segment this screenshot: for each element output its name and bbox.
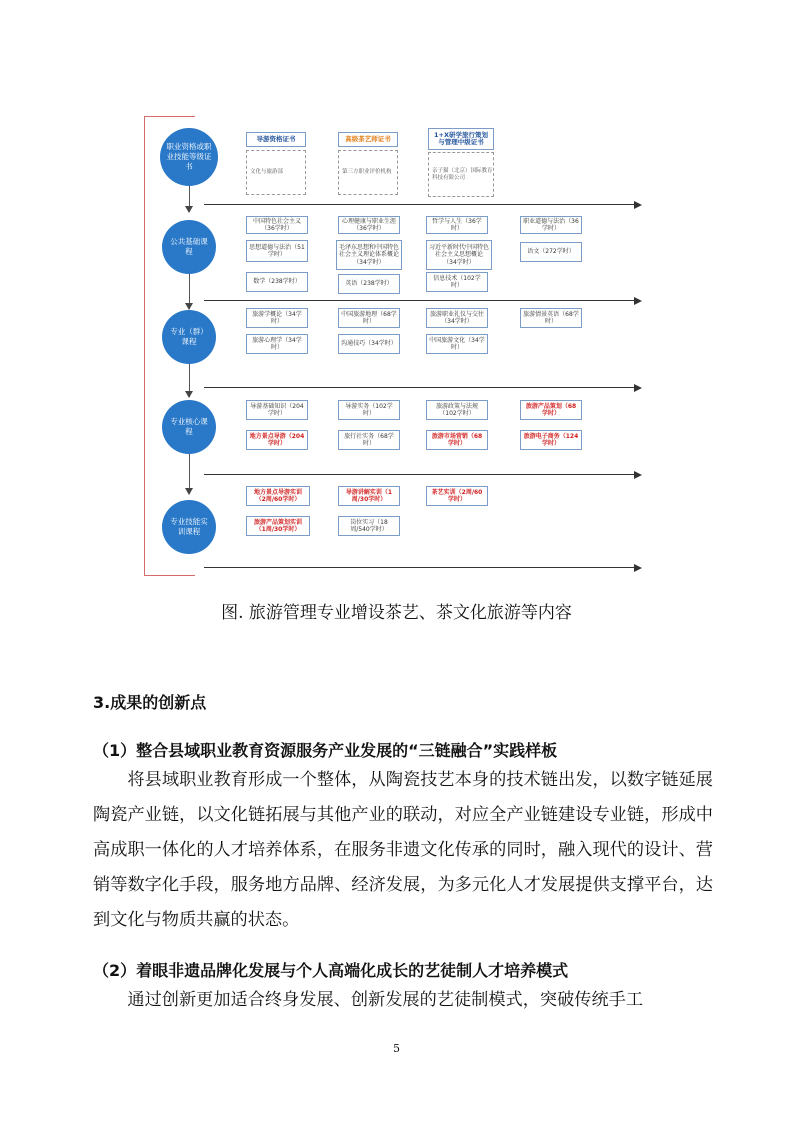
page-number: 5 [393,1042,400,1055]
course-box: 毛泽东思想和中国特色社会主义理论体系概论（34学时） [336,240,402,270]
stage-divider-arrow [204,300,640,301]
stage-public-courses: 公共基础课程 [162,220,216,274]
cert-title: 导游资格证书 [246,132,306,147]
stage-divider-arrow [204,387,640,388]
cert-title: 1+X研学旅行策划与管理中级证书 [428,128,494,150]
course-box: 中国旅游地理（68学时） [338,308,400,328]
course-box: 英语（238学时） [338,274,400,294]
course-box: 导游实务（102学时） [338,400,400,420]
flow-arrow [189,269,190,309]
course-box-highlight: 旅游电子商务（124学时） [520,430,582,450]
course-box: 中国特色社会主义（36学时） [246,216,308,234]
course-box: 沟通技巧（34学时） [338,334,400,354]
curriculum-diagram [140,112,660,582]
course-box: 旅游心理学（34学时） [246,334,308,354]
course-box: 旅游情景英语（68学时） [520,308,582,328]
course-box: 数学（238学时） [246,272,308,292]
stage-core-courses: 专业核心课程 [162,400,216,454]
course-box: 心理健康与职业生涯（36学时） [338,216,400,234]
paragraph-2: 通过创新更加适合终身发展、创新发展的艺徒制模式，突破传统手工 [127,990,644,1010]
paragraph-1: 将县域职业教育形成一个整体，从陶瓷技艺本身的技术链出发，以数字链延展陶瓷产业链，以文化链拓展与其他产业的联动，对应全产业链建设专业链，形成中高成职一体化的人才培养体系，在服务非遗文化传承的同时，融入现代的设计、营销等数字化手段，服务地方品牌、经济发展，为多元化人才发展提供支撑平台，达到文化与物质共赢的状态。 [93,770,713,930]
course-box: 思想道德与法治（51学时） [246,240,308,262]
stage-divider-arrow [204,474,640,475]
section-title: 3.成果的创新点 [93,693,207,712]
course-box-highlight: 地方景点导游实训（2周/60学时） [246,486,310,506]
stage-practice-courses: 专业技能实训课程 [162,500,216,554]
course-box-highlight: 导游讲解实训（1周/30学时） [338,486,400,506]
cert-issuer: 亲子猫（北京）国际教育科技有限公司 [428,152,494,197]
course-box-highlight: 旅游产品策划（68学时） [520,400,582,420]
course-box: 旅游职业礼仪与交往（34学时） [426,308,488,328]
course-box: 旅游学概论（34学时） [246,308,308,328]
flow-arrow [189,452,190,494]
course-box: 中国旅游文化（34学时） [426,334,488,354]
course-box: 职业道德与法治（36学时） [520,216,582,234]
flow-arrow [189,362,190,397]
course-box-highlight: 地方景点导游（204学时） [246,430,308,450]
subsection-title-2: （2）着眼非遗品牌化发展与个人高端化成长的艺徒制人才培养模式 [93,961,569,980]
course-box: 信息技术（102学时） [426,272,488,292]
cert-issuer: 第三方职业评价机构 [338,150,398,195]
course-box: 旅行社实务（68学时） [338,430,400,450]
course-box: 岗位实习（18周/540学时） [338,516,400,536]
stage-major-courses: 专业（群）课程 [162,310,216,364]
course-box-highlight: 茶艺实训（2周/60学时） [426,486,488,506]
stage-divider-arrow [204,204,640,205]
course-box: 导游基础知识（204学时） [246,400,308,420]
course-box: 哲学与人生（36学时） [426,216,488,234]
course-box-highlight: 旅游市场营销（68学时） [426,430,488,450]
stage-divider-arrow [204,567,640,568]
course-box: 旅游政策与法规（102学时） [426,400,488,420]
course-box: 语文（272学时） [520,242,582,262]
course-box-highlight: 旅游产品策划实训（1周/30学时） [246,516,310,536]
cert-issuer: 文化与旅游部 [246,150,306,195]
course-box: 习近平新时代中国特色社会主义思想概论（34学时） [426,240,492,270]
cert-title: 高级茶艺师证书 [338,132,398,147]
stage-certificate: 职业资格或职业技能等级证书 [160,128,218,186]
figure-caption: 图. 旅游管理专业增设茶艺、茶文化旅游等内容 [221,603,572,623]
subsection-title-1: （1）整合县域职业教育资源服务产业发展的“三链融合”实践样板 [93,741,558,760]
